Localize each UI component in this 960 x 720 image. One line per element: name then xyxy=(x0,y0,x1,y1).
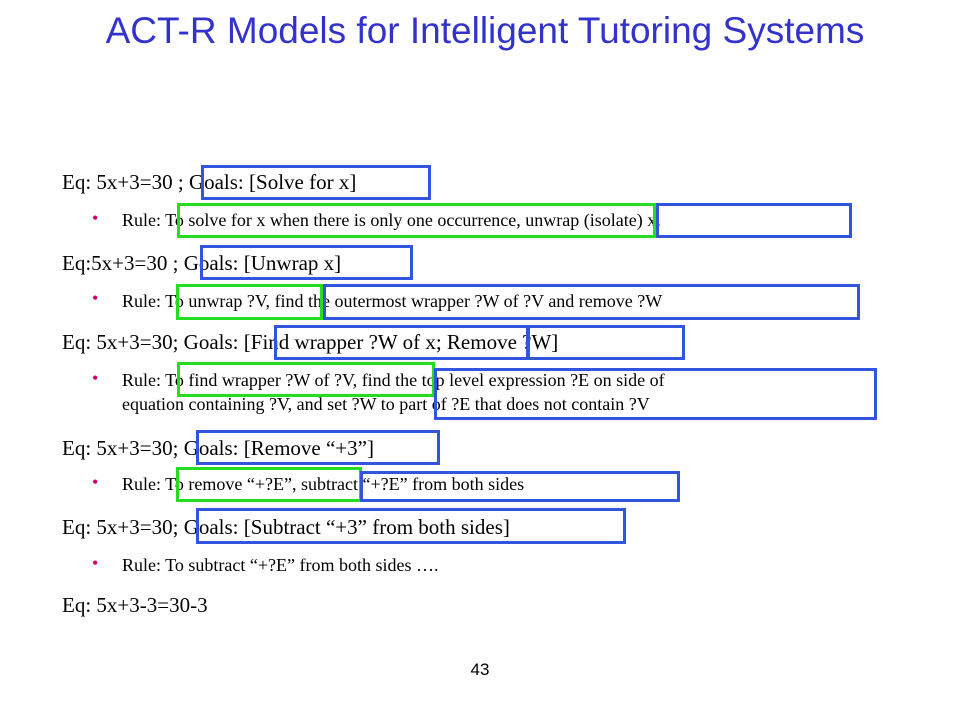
bullet-icon: • xyxy=(92,472,99,492)
goal-remove: Remove ?W] xyxy=(441,330,559,354)
bullet-icon: • xyxy=(92,368,99,388)
rule-line-4 xyxy=(122,474,524,495)
slide-title: ACT-R Models for Intelligent Tutoring Systems xyxy=(105,10,865,51)
equation-text: Eq: 5x+3=30; xyxy=(62,436,179,460)
rule-action: unwrap (isolate) x. xyxy=(520,210,661,230)
goals-text: Goals: [Unwrap x] xyxy=(178,251,342,275)
rule-line-3 xyxy=(122,370,665,391)
rule-lead: Rule: xyxy=(122,370,166,390)
bullet-icon: • xyxy=(92,288,99,308)
page-number: 43 xyxy=(470,660,490,679)
equation-line-2 xyxy=(62,251,341,276)
bullet-icon: • xyxy=(92,553,99,573)
rule-condition: To solve for x when there is only one occurrence, xyxy=(165,210,521,230)
rule-lead: Rule: xyxy=(122,474,166,494)
equation-text: Eq: 5x+3=30 ; xyxy=(62,170,184,194)
equation-line-6: Eq: 5x+3-3=30-3 xyxy=(62,593,208,617)
equation-text: Eq: 5x+3=30; xyxy=(62,515,179,539)
equation-line-4 xyxy=(62,436,374,461)
goals-text: Goals: [Subtract “+3” from both sides] xyxy=(178,515,510,539)
rule-lead: Rule: xyxy=(122,210,166,230)
goals-text: Goals: [Remove “+3”] xyxy=(178,436,374,460)
rule-condition: To unwrap ?V, xyxy=(165,291,271,311)
goal-find: [Find wrapper ?W of x; xyxy=(243,330,442,354)
rule-action: subtract “+?E” from both sides xyxy=(296,474,525,494)
rule-line-5: Rule: To subtract “+?E” from both sides …. xyxy=(122,555,439,575)
rule-lead: Rule: xyxy=(122,291,166,311)
rule-condition: To find wrapper ?W of ?V, xyxy=(165,370,358,390)
bullet-icon: • xyxy=(92,208,99,228)
action-box-blue xyxy=(656,203,852,238)
equation-text: Eq:5x+3=30 ; xyxy=(62,251,179,275)
rule-line-2 xyxy=(122,291,662,312)
equation-line-1 xyxy=(62,170,356,195)
rule-condition: To remove “+?E”, xyxy=(165,474,297,494)
equation-line-5 xyxy=(62,515,510,540)
rule-action: find the outermost wrapper ?W of ?V and remove ?W xyxy=(270,291,663,311)
rule-line-3-continued: equation containing ?V, and set ?W to part of ?E that does not contain ?V xyxy=(122,394,650,414)
equation-text: Eq: 5x+3=30; Goals: xyxy=(62,330,244,354)
equation-line-3 xyxy=(62,330,558,355)
goals-text: Goals: [Solve for x] xyxy=(188,170,357,194)
rule-line-1 xyxy=(122,210,661,231)
rule-action: find the top level expression ?E on side of xyxy=(357,370,665,390)
